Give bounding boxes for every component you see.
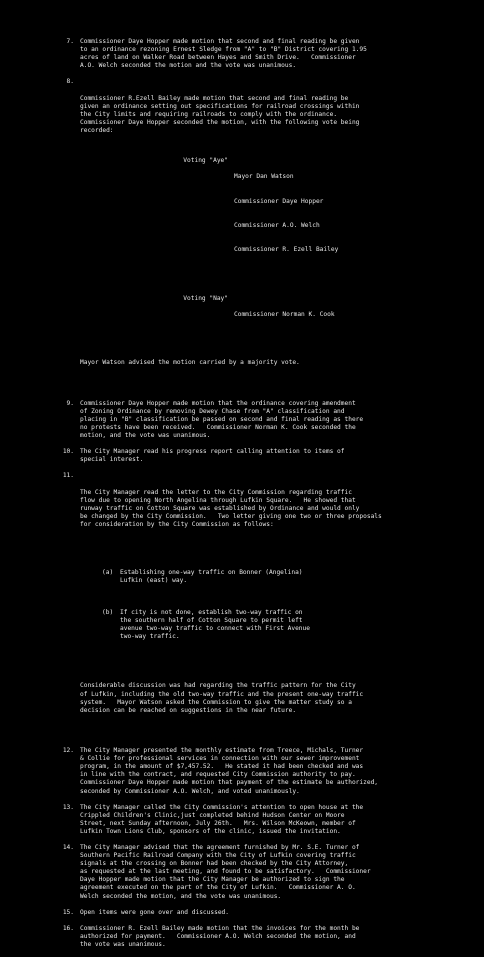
item-number: 14. [62, 843, 74, 851]
item-number: 8. [66, 78, 74, 86]
minutes-item-14 [58, 844, 450, 901]
item-text: The City Manager read his progress report calling attention to items of special interest. [80, 448, 345, 464]
voter-name: Commissioner Daye Hopper [234, 197, 324, 205]
minutes-item-16 [58, 925, 450, 949]
vote-aye-label: Voting "Aye" [183, 157, 228, 165]
item-note: Mayor Watson advised the motion carried by a majority vote. [80, 359, 300, 367]
item-text: Open items were gone over and discussed. [80, 908, 230, 916]
minutes-item-9 [58, 400, 450, 440]
proposal-text: If city is not done, establish two-way traffic on the southern half of Cotton Square to permit left avenue two-way traffic to connect with First Avenue two-way traffic. [120, 608, 310, 640]
proposal-label: (a) [102, 569, 114, 577]
item-number: 7. [66, 38, 74, 45]
item-text: The City Manager advised that the agreement furnished by Mr. S.E. Turner of Southern Pacific Railroad Company with the City of Lufkin covering traffic signals at the crossing on Bonner had been checked by the City Attorney, as requested at the last meeting, and found to be satisfactory. Commissioner Daye Hopper made motion that the City Manager be authorized to sign the agreement executed on the part of the City of Lufkin. Commissioner A. O. Welch seconded the motion, and the vote was unanimous. [80, 843, 371, 900]
item-body [80, 472, 450, 739]
item-number: 11. [62, 472, 74, 480]
minutes-item-8 [58, 78, 450, 391]
minutes-item-10 [58, 448, 450, 464]
voter-name: Commissioner R. Ezell Bailey [234, 246, 339, 254]
minutes-item-11 [58, 472, 450, 739]
voter-name: Commissioner A.O. Welch [234, 221, 320, 229]
item-text: The City Manager presented the monthly estimate from Treece, Michals, Turner & Collie for professional services in connection with our sewer improvement program, in the amount of $7,457.52. He stated it had been checked and was in line with the contract, and requested City Commission authority to pay. Commissioner Daye Hopper made motion that payment of the estimate be authorized, seconded by Commissioner A.O. Welch, and voted unanimously. [80, 747, 379, 795]
proposal-item [102, 609, 450, 641]
vote-aye-block [142, 157, 450, 270]
minutes-page [58, 38, 450, 957]
item-text: The City Manager called the City Commission's attention to open house at the Crippled Children's Clinic,just completed behind Hudson Center on Moore Street, next Sunday afternoon, July 26th. Mrs. Wilson McKeown, member of Lufkin Town Lions Club, sponsors of the clinic, issued the invitation. [80, 803, 364, 835]
voter-name: Mayor Dan Watson [234, 173, 294, 181]
vote-aye-list [234, 157, 450, 270]
proposal-list [102, 553, 450, 664]
minutes-item-7 [58, 38, 450, 70]
minutes-item-15 [58, 909, 450, 917]
proposal-label: (b) [102, 608, 114, 616]
item-number: 13. [62, 803, 74, 811]
vote-nay-label: Voting "Nay" [183, 294, 228, 302]
item-text: The City Manager read the letter to the City Commission regarding traffic flow due to opening North Angelina through Lufkin Square. He showed that runway traffic on Cotton Square was established by Ordinance and would only be changed by the City Commission. Two letter giving one two or three proposals for consideration by the City Commission as follows: [80, 488, 382, 528]
item-number: 9. [66, 399, 74, 407]
item-number: 10. [62, 448, 74, 456]
minutes-item-12 [58, 747, 450, 796]
vote-nay-list [234, 295, 450, 335]
item-number: 12. [62, 747, 74, 755]
item-number: 16. [62, 924, 74, 932]
item-text: Commissioner R. Ezell Bailey made motion that the invoices for the month be authorized for payment. Commissioner A.O. Welch seconded the motion, and the vote was unanimous. [80, 924, 360, 948]
item-note: Considerable discussion was had regarding the traffic pattern for the City of Lufkin, including the old two-way traffic and the present one-way traffic system. Mayor Watson asked the Commission to give the matter study so a decision can be reached on suggestions in the near future. [80, 682, 364, 714]
item-text: Commissioner Daye Hopper made motion that second and final reading be given to an ordinance rezoning Ernest Sledge from "A" to "B" District covering 1.95 acres of land on Walker Road between Hayes and Smith Drive. Commissioner A.O. Welch seconded the motion and the vote was unanimous. [80, 38, 367, 70]
item-text: Commissioner R.Ezell Bailey made motion that second and final reading be given an ordinance setting out specifications for railroad crossings within the City limits and requiring railroads to comply with the ordinance. Commissioner Daye Hopper seconded the motion, with the following vote being recorded: [80, 94, 360, 134]
item-body [80, 78, 450, 391]
item-text: Commissioner Daye Hopper made motion that the ordinance covering amendment of Zoning Ordinance by removing Dewey Chase from "A" classification and placing in "B" classification be passed on second and final reading as there no protests have been received. Commissioner Norman K. Cook seconded the motion, and the vote was unanimous. [80, 399, 364, 440]
minutes-item-13 [58, 804, 450, 836]
vote-nay-block [142, 295, 450, 335]
proposal-text: Establishing one-way traffic on Bonner (Angelina) Lufkin (east) way. [120, 569, 303, 585]
voter-name: Commissioner Norman K. Cook [234, 310, 335, 318]
item-number: 15. [62, 908, 74, 916]
proposal-item [102, 569, 450, 585]
